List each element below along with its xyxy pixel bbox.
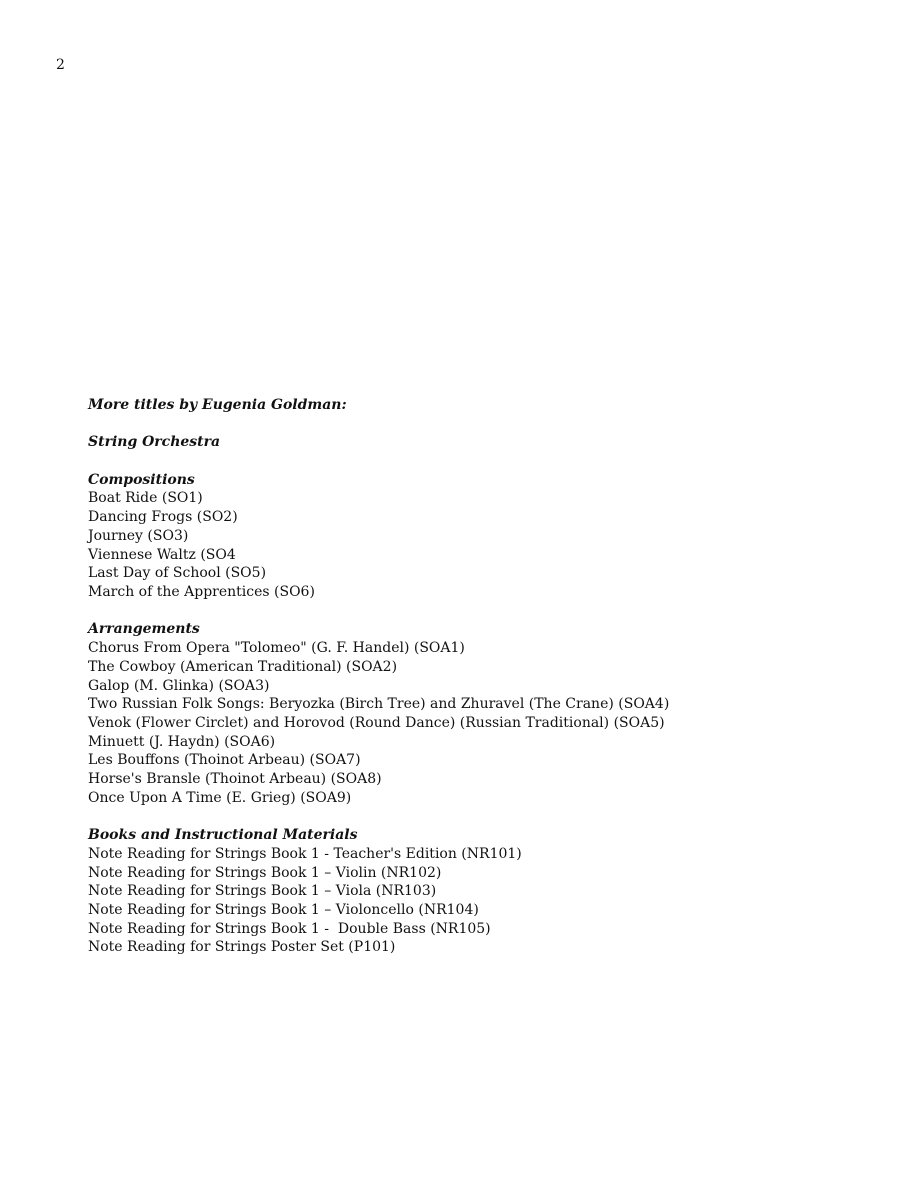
arrangements-section (88, 620, 868, 807)
books-heading: Books and Instructional Materials (88, 827, 358, 844)
list-item: Once Upon A Time (E. Grieg) (SOA9) (88, 789, 352, 806)
list-item: March of the Apprentices (SO6) (88, 584, 315, 600)
books-section (88, 826, 868, 957)
titles-list (88, 396, 868, 957)
list-item: Dancing Frogs (SO2) (88, 509, 238, 526)
list-item: The Cowboy (American Traditional) (SOA2) (88, 658, 398, 675)
list-item: Note Reading for Strings Book 1 – Violoncello (NR104) (88, 901, 479, 918)
intro-heading: More titles by Eugenia Goldman: (88, 397, 347, 413)
list-item: Viennese Waltz (SO4 (88, 546, 236, 563)
list-item: Note Reading for Strings Poster Set (P101) (88, 939, 396, 956)
list-item: Note Reading for Strings Book 1 - Teacher's Edition (NR101) (88, 845, 522, 862)
list-item: Minuett (J. Haydn) (SOA6) (88, 733, 276, 750)
list-item: Venok (Flower Circlet) and Horovod (Round Dance) (Russian Traditional) (SOA5) (88, 714, 665, 731)
list-item: Journey (SO3) (88, 527, 189, 544)
list-item: Chorus From Opera "Tolomeo" (G. F. Handel) (SOA1) (88, 640, 465, 657)
spacer (88, 415, 868, 434)
list-item: Note Reading for Strings Book 1 – Viola (NR103) (88, 883, 437, 900)
page-number: 2 (56, 57, 65, 73)
arrangements-heading: Arrangements (88, 621, 200, 638)
compositions-section (88, 471, 868, 602)
list-item: Last Day of School (SO5) (88, 565, 267, 582)
spacer (88, 452, 868, 471)
list-item: Galop (M. Glinka) (SOA3) (88, 677, 270, 694)
list-item: Two Russian Folk Songs: Beryozka (Birch Tree) and Zhuravel (The Crane) (SOA4) (88, 696, 670, 713)
compositions-heading: Compositions (88, 471, 195, 488)
list-item: Horse's Bransle (Thoinot Arbeau) (SOA8) (88, 771, 382, 788)
list-item: Note Reading for Strings Book 1 – Violin (NR102) (88, 864, 442, 881)
spacer (88, 602, 868, 621)
spacer (88, 807, 868, 826)
list-item: Boat Ride (SO1) (88, 490, 203, 507)
list-item: Note Reading for Strings Book 1 - Double Bass (NR105) (88, 920, 491, 937)
list-item: Les Bouffons (Thoinot Arbeau) (SOA7) (88, 752, 361, 769)
category-heading: String Orchestra (88, 434, 221, 451)
